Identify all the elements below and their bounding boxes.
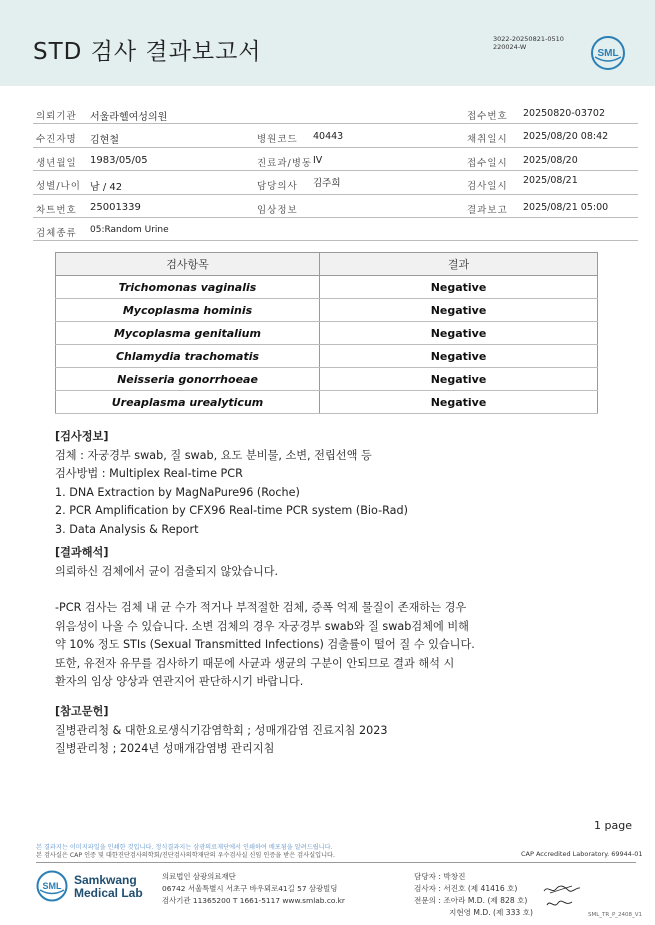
- received-label: 접수일시: [467, 157, 508, 169]
- interpretation-title: [결과해석]: [55, 546, 109, 559]
- collected-value: 2025/08/20 08:42: [523, 131, 609, 143]
- document-number: 3022-20250821-0510 220024-W: [493, 35, 564, 51]
- table-row: [56, 345, 598, 368]
- test-info-title: [검사정보]: [55, 430, 109, 443]
- test-info-line: 3. Data Analysis & Report: [55, 522, 199, 536]
- references-section: [55, 703, 387, 759]
- table-row: [56, 322, 598, 345]
- interpretation-line: 환자의 임상 양상과 연관지어 판단하시기 바랍니다.: [55, 675, 304, 688]
- test-info-line: 검체 : 자궁경부 swab, 질 swab, 요도 분비물, 소변, 전립선액 등: [55, 448, 372, 462]
- sml-logo: [590, 35, 626, 71]
- patient-info-grid: [33, 101, 638, 241]
- page-number: 1 page: [594, 819, 632, 832]
- chart-no-label: 차트번호: [36, 204, 77, 216]
- test-result: Negative: [320, 345, 598, 368]
- test-result: Negative: [320, 368, 598, 391]
- test-result: Negative: [320, 391, 598, 414]
- info-row-institution: [33, 101, 638, 124]
- report-title: STD 검사 결과보고서: [33, 39, 262, 65]
- footer-staff: 담당자 : 박창진 검사자 : 서진호 (제 41416 호) 전문의 : 조아라 M.D. (제 828 호) 지현영 M.D. (제 333 호): [414, 872, 533, 917]
- interpretation-summary: 의뢰하신 검체에서 균이 검출되지 않았습니다.: [55, 564, 279, 578]
- accreditation-notice: 본 검사실은 CAP 인증 및 대한진단검사의학회/진단검사의학재단의 우수검사실 신임 인증을 받은 검사실입니다.: [36, 852, 335, 859]
- footer-divider: [36, 862, 636, 863]
- form-code: SML_TR_P_2408_V1: [588, 912, 643, 918]
- dob-label: 생년월일: [36, 157, 77, 169]
- info-row-patient: [33, 124, 638, 147]
- tested-label: 검사일시: [467, 181, 508, 193]
- info-row-specimen: [33, 218, 638, 241]
- test-result: Negative: [320, 322, 598, 345]
- receipt-no-value: 20250820-03702: [523, 108, 606, 119]
- doctor-value: 김주희: [313, 178, 341, 190]
- dept-label: 진료과/병동: [257, 157, 313, 169]
- test-info-line: 검사방법 : Multiplex Real-time PCR: [55, 467, 243, 480]
- hospital-code-value: 40443: [313, 131, 344, 143]
- chart-no-value: 25001339: [90, 201, 141, 213]
- signature-2: [545, 897, 575, 911]
- dept-value: IV: [313, 154, 323, 166]
- table-row: [56, 276, 598, 299]
- institution-label: 의뢰기관: [36, 111, 77, 122]
- clinical-label: 임상정보: [257, 204, 298, 216]
- info-row-sex-age: [33, 171, 638, 194]
- signature-1: [542, 882, 582, 896]
- print-notice: 본 결과지는 이미지파일을 인쇄한 것입니다. 정식결과지는 삼광의료재단에서 인쇄하여 배포됨을 알려드립니다.: [36, 844, 333, 851]
- sex-age-label: 성별/나이: [36, 181, 81, 193]
- institution-value: 서울라헬여성의원: [90, 112, 168, 123]
- test-item: Mycoplasma hominis: [56, 299, 320, 322]
- references-title: [참고문헌]: [55, 705, 109, 718]
- interpretation-line: -PCR 검사는 검체 내 균 수가 적거나 부적절한 검체, 증폭 억제 물질이 존재하는 경우: [55, 601, 467, 614]
- footer-sml-logo: [36, 870, 68, 902]
- specimen-value: 05:Random Urine: [90, 224, 169, 235]
- reference-line: 질병관리청 ; 2024년 성매개감염병 관리지침: [55, 742, 275, 755]
- interpretation-section: [55, 544, 475, 692]
- test-result: Negative: [320, 299, 598, 322]
- footer-brand: Samkwang Medical Lab: [74, 873, 143, 900]
- test-item: Ureaplasma urealyticum: [56, 391, 320, 414]
- info-row-chart: [33, 195, 638, 218]
- test-item: Chlamydia trachomatis: [56, 345, 320, 368]
- col-header-item: 검사항목: [56, 253, 320, 276]
- collected-label: 채취일시: [467, 134, 508, 146]
- doctor-label: 담당의사: [257, 181, 298, 193]
- report-header: [0, 0, 655, 86]
- results-table: [55, 252, 598, 414]
- interpretation-line: 또한, 유전자 유무를 검사하기 때문에 사균과 생균의 구분이 안되므로 결과 해석 시: [55, 656, 455, 670]
- info-row-dob: [33, 148, 638, 171]
- received-value: 2025/08/20: [523, 154, 578, 166]
- interpretation-line: 위음성이 나올 수 있습니다. 소변 검체의 경우 자궁경부 swab와 질 swab검체에 비해: [55, 619, 469, 633]
- test-item: Mycoplasma genitalium: [56, 322, 320, 345]
- interpretation-line: 약 10% 정도 STIs (Sexual Transmitted Infections) 검출률이 떨어 질 수 있습니다.: [55, 638, 475, 651]
- test-item: Neisseria gonorrhoeae: [56, 368, 320, 391]
- tested-value: 2025/08/21: [523, 175, 578, 187]
- col-header-result: 결과: [320, 253, 598, 276]
- table-row: [56, 368, 598, 391]
- receipt-no-label: 접수번호: [467, 111, 508, 122]
- test-info-line: 2. PCR Amplification by CFX96 Real-time PCR system (Bio-Rad): [55, 504, 408, 517]
- test-result: Negative: [320, 276, 598, 299]
- test-info-section: [55, 428, 408, 539]
- cap-accreditation: CAP Accredited Laboratory. 69944-01: [521, 850, 643, 858]
- footer-address: 의료법인 삼광의료재단 06742 서울특별시 서초구 바우뫼로41길 57 삼광빌딩 검사기관 11365200 T 1661-5117 www.smlab.co.kr: [162, 872, 345, 905]
- dob-value: 1983/05/05: [90, 154, 148, 166]
- results-header-row: [56, 253, 598, 276]
- test-info-line: 1. DNA Extraction by MagNaPure96 (Roche): [55, 485, 300, 499]
- patient-label: 수진자명: [36, 134, 77, 146]
- table-row: [56, 299, 598, 322]
- patient-value: 김현철: [90, 135, 119, 147]
- reported-label: 결과보고: [467, 204, 508, 216]
- svg-text:SML: SML: [597, 48, 619, 59]
- sex-age-value: 남 / 42: [90, 182, 123, 194]
- reported-value: 2025/08/21 05:00: [523, 201, 609, 213]
- specimen-label: 검체종류: [36, 227, 77, 239]
- hospital-code-label: 병원코드: [257, 134, 298, 146]
- table-row: [56, 391, 598, 414]
- test-item: Trichomonas vaginalis: [56, 276, 320, 299]
- reference-line: 질병관리청 & 대한요로생식기감염학회 ; 성매개감염 진료지침 2023: [55, 723, 388, 737]
- svg-text:SML: SML: [42, 881, 62, 891]
